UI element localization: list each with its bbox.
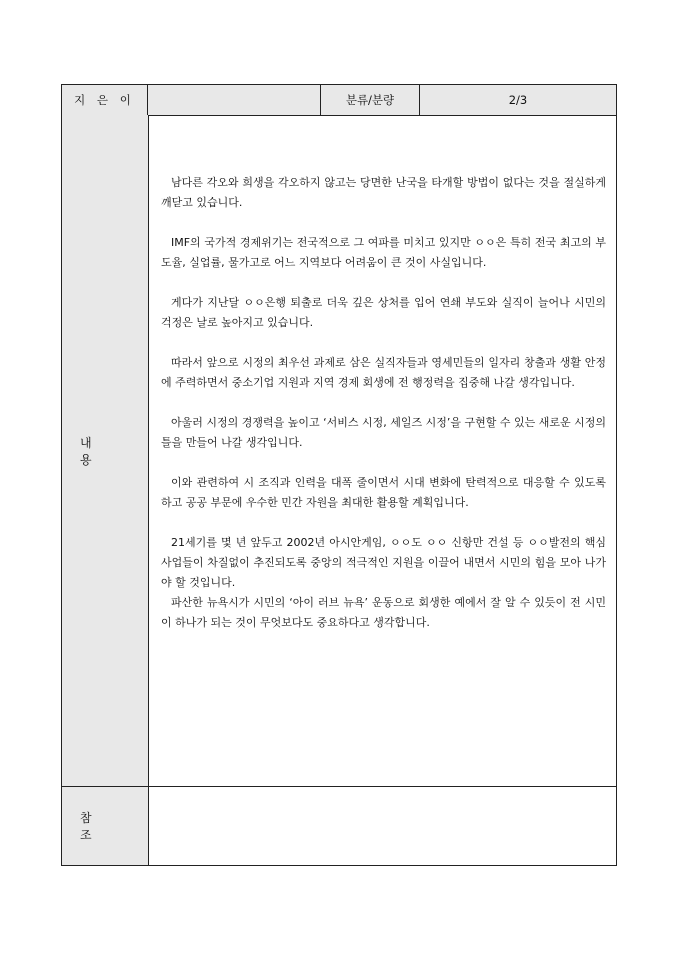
author-label: 지 은 이: [62, 85, 148, 115]
content-row: [61, 115, 617, 787]
category-value: 2/3: [508, 93, 528, 107]
paragraph-8: 파산한 뉴욕시가 시민의 ‘아이 러브 뉴욕’ 운동으로 회생한 예에서 잘 알 수 있듯이 전 시민이 하나가 되는 것이 무엇보다도 중요하다고 생각합니다.: [161, 596, 606, 629]
header-row: [61, 84, 617, 116]
content-label: 내 용: [62, 115, 149, 786]
paragraph-7: 21세기를 몇 년 앞두고 2002년 아시안게임, ㅇㅇ도 ㅇㅇ 신항만 건설 등 ㅇㅇ발전의 핵심사업들이 차질없이 추진되도록 중앙의 적극적인 지원을 이끌어 내면서 시민의 힘을 모아 나가야 할 것입니다.: [161, 536, 606, 589]
reference-row: [61, 786, 617, 866]
paragraph-6: 이와 관련하여 시 조직과 인력을 대폭 줄이면서 시대 변화에 탄력적으로 대응할 수 있도록 하고 공공 부문에 우수한 민간 자원을 최대한 활용할 계획입니다.: [161, 476, 606, 509]
author-value: [148, 85, 321, 115]
paragraph-3: 게다가 지난달 ㅇㅇ은행 퇴출로 더욱 깊은 상처를 입어 연쇄 부도와 실직이 늘어나 시민의 걱정은 날로 높아지고 있습니다.: [161, 296, 606, 329]
paragraph-5: 아울러 시정의 경쟁력을 높이고 ‘서비스 시정, 세일즈 시정’을 구현할 수 있는 새로운 시정의 틀을 만들어 나갈 생각입니다.: [161, 416, 606, 449]
paragraph-4: 따라서 앞으로 시정의 최우선 과제로 삼은 실직자들과 영세민들의 일자리 창출과 생활 안정에 주력하면서 중소기업 지원과 지역 경제 회생에 전 행정력을 집중해 나갈 생각입니다.: [161, 356, 606, 389]
paragraph-1: 남다른 각오와 희생을 각오하지 않고는 당면한 난국을 타개할 방법이 없다는 것을 절실하게 깨닫고 있습니다.: [161, 176, 606, 209]
content-text: [161, 173, 606, 653]
paragraph-2: IMF의 국가적 경제위기는 전국적으로 그 여파를 미치고 있지만 ㅇㅇ은 특히 전국 최고의 부도율, 실업률, 물가고로 어느 지역보다 어려움이 큰 것이 사실입니다.: [161, 236, 606, 269]
category-label: 분류/분량: [321, 85, 420, 115]
reference-label: 참 조: [62, 787, 149, 865]
document-form: [61, 84, 617, 866]
